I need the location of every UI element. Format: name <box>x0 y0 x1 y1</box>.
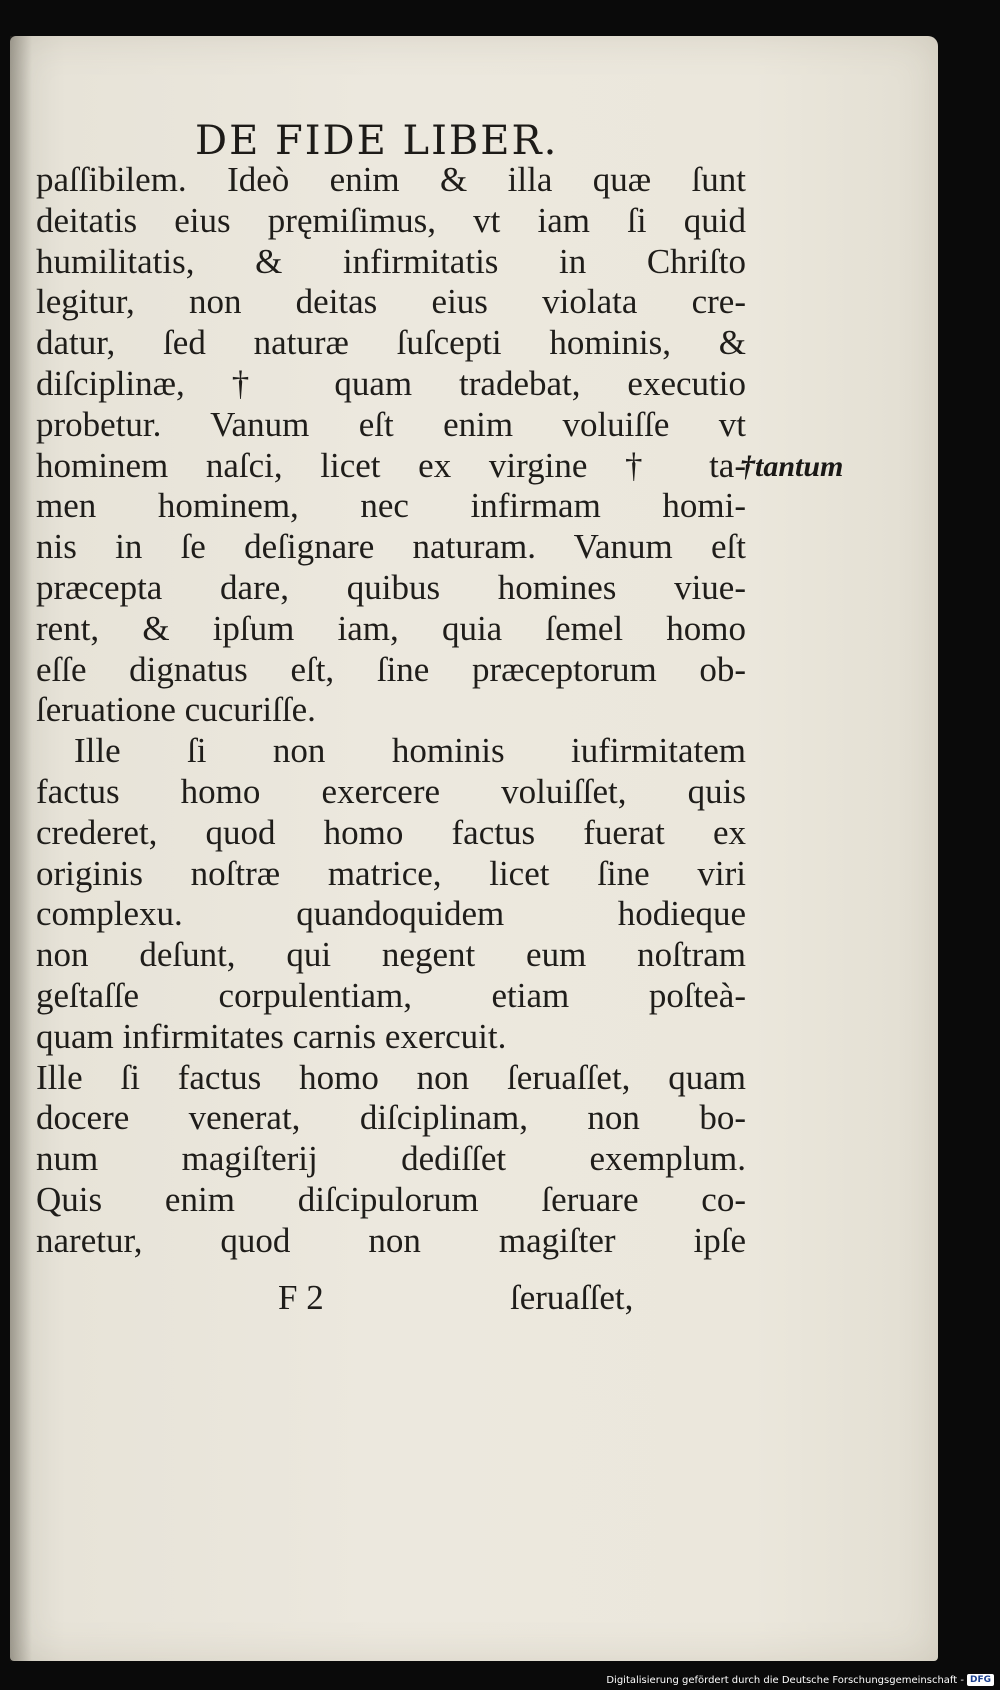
text-line: hominem naſci, licet ex virgine † ta- <box>36 445 746 485</box>
text-line: rent, & ipſum iam, quia ſemel homo <box>36 608 746 648</box>
text-line: factus homo exercere voluiſſet, quis <box>36 771 746 811</box>
spine-shadow <box>10 36 32 1661</box>
text-line: quam infirmitates carnis exercuit. <box>36 1016 507 1056</box>
text-line: legitur, non deitas eius violata cre- <box>36 282 746 322</box>
text-line: ſeruatione cucuriſſe. <box>36 690 316 730</box>
text-line: datur, ſed naturæ ſuſcepti hominis, & <box>36 323 746 363</box>
running-head: DE FIDE LIBER. <box>195 118 559 164</box>
text-line: Ille ſi non hominis iufirmitatem <box>74 731 746 771</box>
text-line: docere venerat, diſciplinam, non bo- <box>36 1098 746 1138</box>
text-line: geſtaſſe corpulentiam, etiam poſteà- <box>36 975 746 1015</box>
text-line: paſſibilem. Ideò enim & illa quæ ſunt <box>36 160 746 199</box>
dfg-logo-icon: DFG <box>967 1674 994 1686</box>
text-line: eſſe dignatus eſt, ſine præceptorum ob- <box>36 649 746 689</box>
text-line: nis in ſe deſignare naturam. Vanum eſt <box>36 527 746 567</box>
text-line: deitatis eius pręmiſimus, vt iam ſi quid <box>36 200 746 240</box>
text-line: probetur. Vanum eſt enim voluiſſe vt <box>36 404 746 444</box>
digitization-credit <box>606 1674 994 1686</box>
text-line: diſciplinæ, † quam tradebat, executio <box>36 363 746 403</box>
text-line: naretur, quod non magiſter ipſe <box>36 1220 746 1260</box>
text-line: men hominem, nec infirmam homi- <box>36 486 746 526</box>
text-line: Quis enim diſcipulorum ſeruare co- <box>36 1179 746 1219</box>
text-line: num magiſterij dediſſet exemplum. <box>36 1139 746 1179</box>
signature-mark: F 2 <box>278 1278 324 1317</box>
credit-text: Digitalisierung gefördert durch die Deutsche Forschungsgemeinschaft - <box>606 1674 964 1686</box>
text-line: non deſunt, qui negent eum noſtram <box>36 935 746 975</box>
text-line: crederet, quod homo factus fuerat ex <box>36 812 746 852</box>
text-line: humilitatis, & infirmitatis in Chriſto <box>36 241 746 281</box>
text-line: originis noſtræ matrice, licet ſine viri <box>36 853 746 893</box>
catchword: ſeruaſſet, <box>510 1278 634 1317</box>
text-line: præcepta dare, quibus homines viue- <box>36 567 746 607</box>
text-line: complexu. quandoquidem hodieque <box>36 894 746 934</box>
body-text <box>36 160 746 1262</box>
margin-note: †tantum <box>740 450 844 483</box>
text-line: Ille ſi factus homo non ſeruaſſet, quam <box>36 1057 746 1097</box>
